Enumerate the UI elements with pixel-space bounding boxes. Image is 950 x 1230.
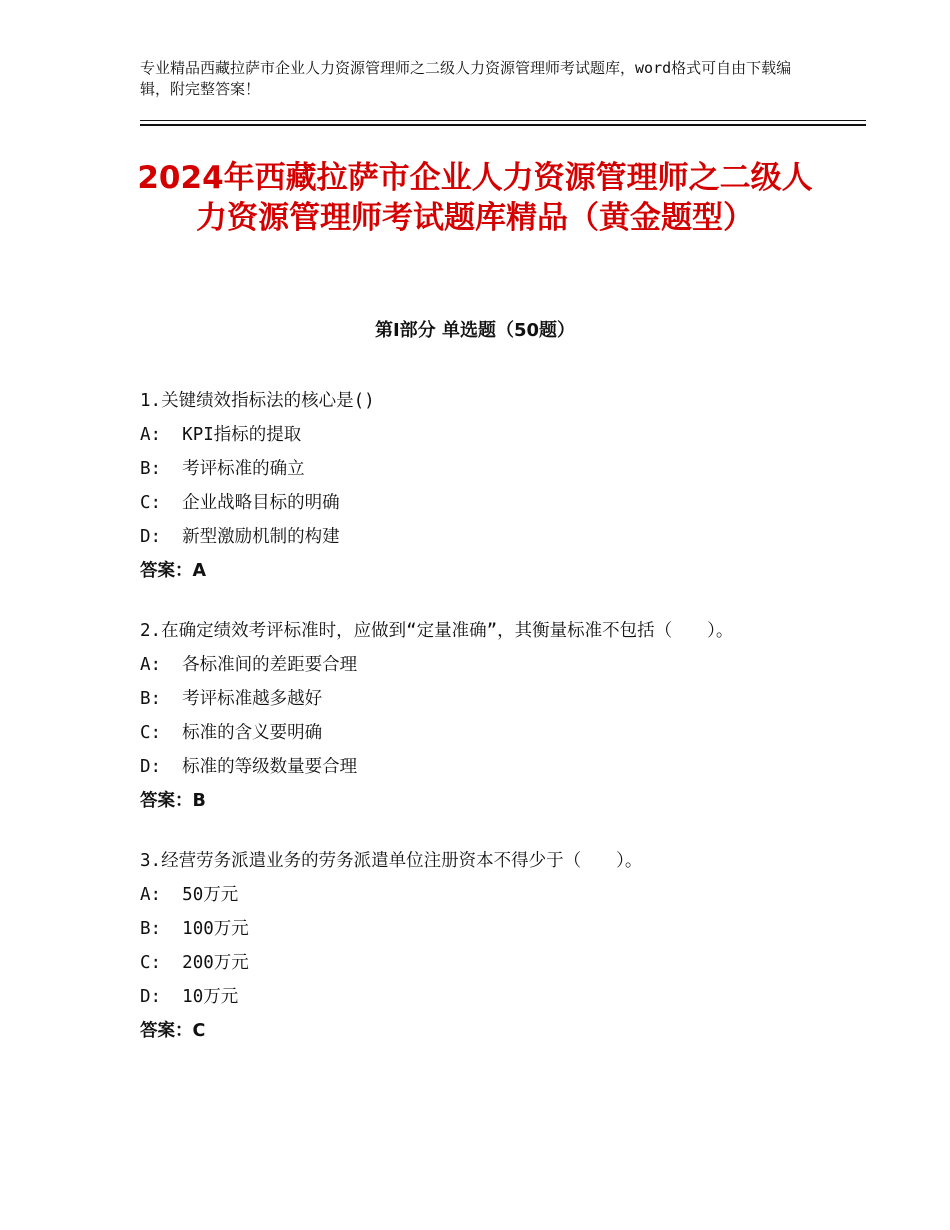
option-b: B : 考评标准越多越好 — [140, 682, 820, 716]
option-d: D : 新型激励机制的构建 — [140, 520, 820, 554]
question-2 — [140, 614, 820, 818]
option-letter: D — [140, 757, 151, 777]
option-d: D : 10万元 — [140, 980, 820, 1014]
option-b: B : 考评标准的确立 — [140, 452, 820, 486]
header-rule-thin — [140, 120, 866, 121]
option-c: C : 200万元 — [140, 946, 820, 980]
header-rule-thick — [140, 124, 866, 126]
option-letter: D — [140, 987, 151, 1007]
document-title: 2024年西藏拉萨市企业人力资源管理师之二级人力资源管理师考试题库精品（黄金题型） — [137, 160, 813, 236]
question-stem: 2.在确定绩效考评标准时，应做到“定量准确”，其衡量标准不包括（ ）。 — [140, 621, 734, 641]
option-text: 50万元 — [182, 885, 239, 905]
option-letter: A — [140, 885, 151, 905]
answer-value: B — [192, 791, 206, 811]
section-title: 第Ⅰ部分 单选题（50题） — [374, 320, 575, 341]
option-letter: B — [140, 919, 151, 939]
option-text: 各标准间的差距要合理 — [182, 655, 358, 675]
option-text: 企业战略目标的明确 — [182, 493, 340, 513]
answer-line — [140, 1014, 820, 1048]
answer-line — [140, 554, 820, 588]
option-letter: A — [140, 425, 151, 445]
question-stem: 3.经营劳务派遣业务的劳务派遣单位注册资本不得少于（ ）。 — [140, 851, 643, 871]
option-d: D : 标准的等级数量要合理 — [140, 750, 820, 784]
question-1 — [140, 384, 820, 588]
option-text: 考评标准越多越好 — [182, 689, 323, 709]
question-3 — [140, 844, 820, 1048]
answer-value: A — [192, 561, 207, 581]
option-text: 200万元 — [182, 953, 249, 973]
answer-label: 答案： — [140, 791, 193, 811]
question-list — [140, 384, 820, 1074]
option-text: 新型激励机制的构建 — [182, 527, 340, 547]
answer-line — [140, 784, 820, 818]
option-text: 考评标准的确立 — [182, 459, 305, 479]
question-stem: 1.关键绩效指标法的核心是() — [140, 391, 375, 411]
option-letter: D — [140, 527, 151, 547]
option-c: C : 企业战略目标的明确 — [140, 486, 820, 520]
option-a: A : 50万元 — [140, 878, 820, 912]
option-text: KPI指标的提取 — [182, 425, 302, 445]
option-text: 100万元 — [182, 919, 249, 939]
header-note: 专业精品西藏拉萨市企业人力资源管理师之二级人力资源管理师考试题库，word格式可自由下载编辑，附完整答案！ — [140, 59, 792, 98]
option-letter: B — [140, 689, 151, 709]
option-a: A : 各标准间的差距要合理 — [140, 648, 820, 682]
answer-value: C — [192, 1021, 206, 1041]
option-letter: C — [140, 723, 151, 743]
answer-label: 答案： — [140, 561, 193, 581]
option-letter: C — [140, 493, 151, 513]
option-c: C : 标准的含义要明确 — [140, 716, 820, 750]
option-b: B : 100万元 — [140, 912, 820, 946]
option-letter: B — [140, 459, 151, 479]
option-text: 标准的含义要明确 — [182, 723, 323, 743]
option-letter: C — [140, 953, 151, 973]
option-a: A : KPI指标的提取 — [140, 418, 820, 452]
answer-label: 答案： — [140, 1021, 193, 1041]
option-letter: A — [140, 655, 151, 675]
option-text: 10万元 — [182, 987, 239, 1007]
option-text: 标准的等级数量要合理 — [182, 757, 358, 777]
